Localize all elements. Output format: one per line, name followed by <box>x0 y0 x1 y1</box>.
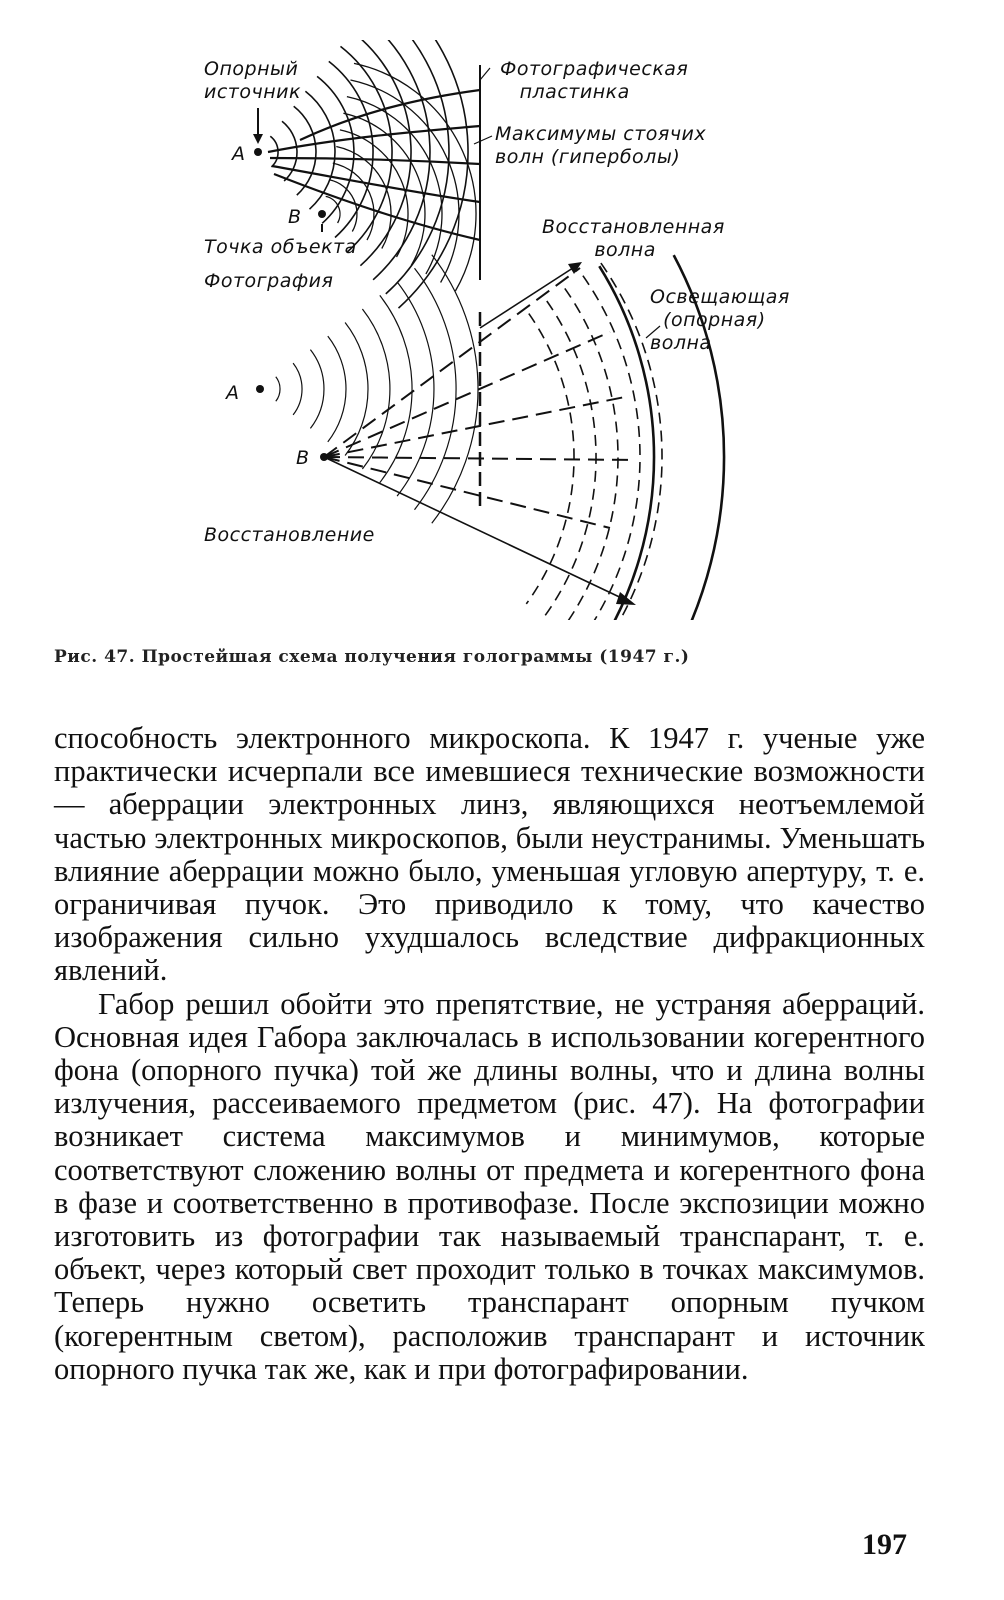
reconstruction-ray <box>324 457 610 528</box>
maxima-pointer <box>474 136 492 144</box>
wavefront-b <box>329 180 357 232</box>
wavefront-a <box>282 121 297 181</box>
figure-caption: Рис. 47. Простейшая схема получения голограммы (1947 г.) <box>54 647 690 667</box>
label-point-a-top: A <box>232 143 246 165</box>
paragraph-2: Габор решил обойти это препятствие, не устраняя аберраций. Основная идея Габора заключалась в использовании когерентного фона (опорного пучка) той же длины волны, что и длина волны излучения, рассеиваемого предметом (рис. 47). На фотографии возникает система максимумов и минимумов, которые соответствуют сложению волны от предмета и когерентного фона в фазе и соответственно в противофазе. После экспозиции можно изготовить из фотографии так называемый транспарант, т. е. объект, через который свет проходит только в точках максимумов. Теперь нужно осветить транспарант опорным пучком (когерентным светом), расположив транспарант и источник опорного пучка так же, как и при фотографировании. <box>54 986 925 1386</box>
reconstruction-wavefront <box>276 377 280 402</box>
label-photo-plate: Фотографическая пластинка <box>500 58 689 103</box>
illuminating-wavefront <box>599 266 654 620</box>
paragraph-1: способность электронного микроскопа. К 1947 г. ученые уже практически исчерпали все имевшиеся технические возможности — аберрации электронных линз, являющихся неотъемлемой частью электронных микроскопов, были неустранимы. Уменьшать влияние аберрации можно было, уменьшая угловую апертуру, т. е. ограничивая пучок. Это приводило к тому, что качество изображения сильно ухудшалось вследствие дифракционных явлений. <box>54 721 925 988</box>
reconstruction-wavefront <box>293 363 302 415</box>
point-a-dot-top <box>254 148 262 156</box>
label-standing-wave-maxima: Максимумы стоячих волн (гиперболы) <box>495 123 707 168</box>
point-b-dot-top <box>318 210 326 218</box>
reconstruction-wavefront <box>380 295 412 482</box>
label-illuminating-wave: Освещающая (опорная) волна <box>650 286 790 354</box>
reconstruction-wavefront <box>345 323 368 456</box>
plate-pointer <box>480 68 490 80</box>
label-reference-source: Опорный источник <box>204 58 301 103</box>
reconstruction-wavefront <box>310 350 324 429</box>
reconstruction-wavefront <box>397 282 434 496</box>
reconstruction-wavefront <box>432 255 478 523</box>
reconstruction-wavefront <box>328 336 346 442</box>
label-point-b-top: B <box>288 206 302 228</box>
body-text <box>54 722 925 1386</box>
hologram-figure <box>190 40 810 620</box>
upper-ray <box>480 266 576 328</box>
page-number: 197 <box>862 1528 907 1561</box>
wavefront-a <box>341 46 393 251</box>
reconstructed-wavefront <box>562 288 618 620</box>
label-reconstruction: Восстановление <box>204 524 375 546</box>
wavefront-a <box>376 40 449 294</box>
label-object-point: Точка объекта <box>204 236 357 258</box>
wavefront-b <box>326 196 340 223</box>
reconstruction-wavefront <box>415 268 457 509</box>
reference-arrow-head <box>253 134 263 144</box>
point-a-dot-bottom <box>256 385 264 393</box>
label-photography: Фотография <box>204 270 334 292</box>
label-reconstructed-wave: Восстановленная волна <box>542 216 725 261</box>
label-point-a-bottom: A <box>226 382 240 404</box>
label-point-b-bottom: B <box>296 447 310 469</box>
